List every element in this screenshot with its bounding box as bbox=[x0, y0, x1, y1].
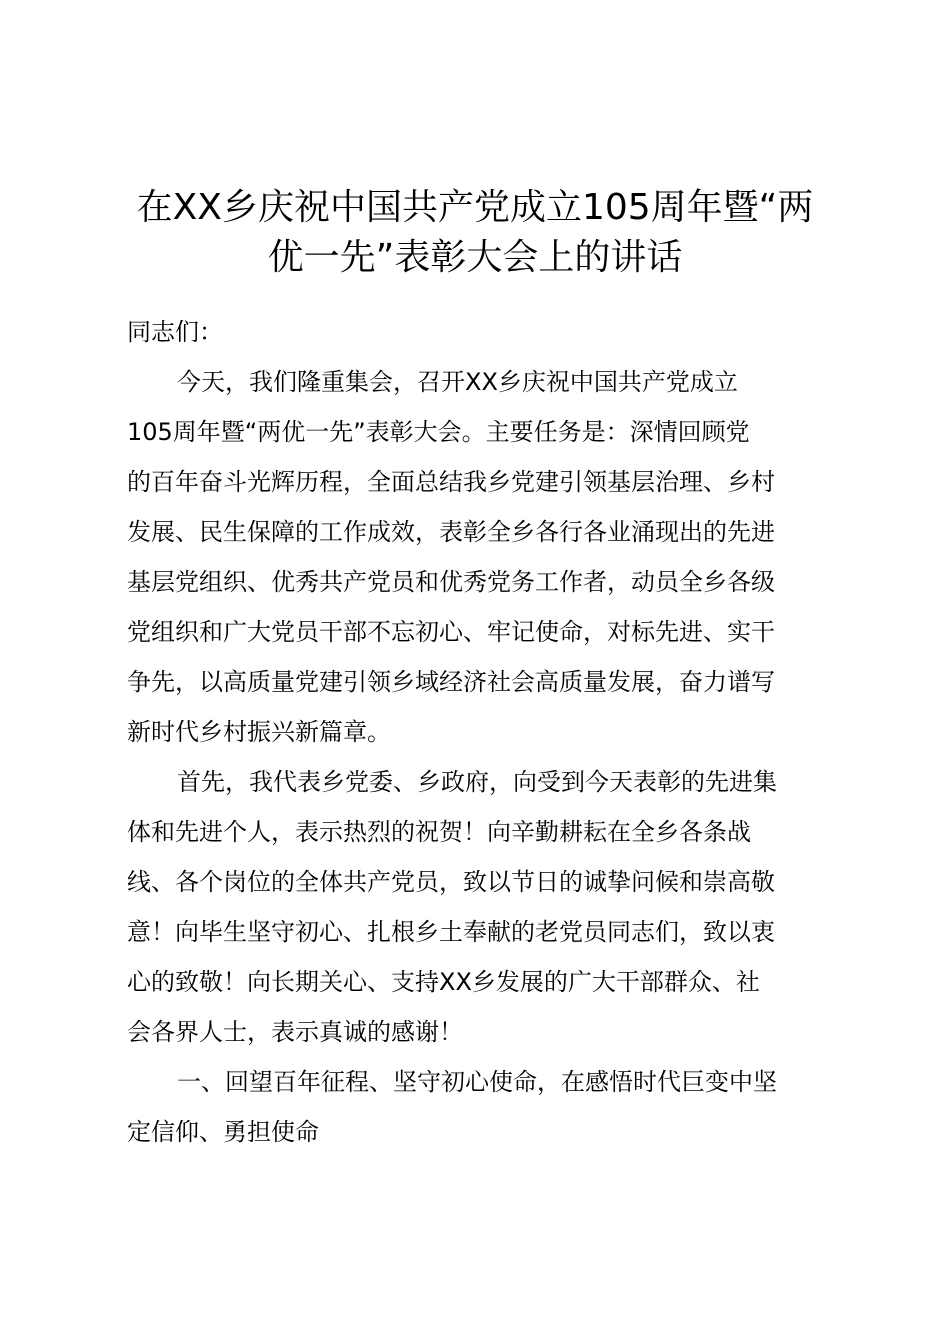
paragraph-line: 105周年暨“两优一先”表彰大会。主要任务是：深情回顾党 bbox=[127, 418, 750, 446]
section-heading-line: 一、回望百年征程、坚守初心使命，在感悟时代巨变中坚 bbox=[177, 1068, 777, 1096]
paragraph-line: 基层党组织、优秀共产党员和优秀党务工作者，动员全乡各级 bbox=[127, 568, 775, 596]
section-heading-1 bbox=[127, 1057, 837, 1157]
document-title bbox=[110, 183, 840, 283]
paragraph-line: 线、各个岗位的全体共产党员，致以节日的诚挚问候和崇高敬 bbox=[127, 868, 775, 896]
salutation: 同志们： bbox=[127, 318, 223, 346]
paragraph-line: 体和先进个人，表示热烈的祝贺！向辛勤耕耘在全乡各条战 bbox=[127, 818, 751, 846]
paragraph-line: 党组织和广大党员干部不忘初心、牢记使命，对标先进、实干 bbox=[127, 618, 775, 646]
paragraph-line: 今天，我们隆重集会，召开XX乡庆祝中国共产党成立 bbox=[177, 368, 738, 396]
title-line-1: 在XX乡庆祝中国共产党成立105周年暨“两 bbox=[136, 187, 814, 228]
paragraph-line: 意！向毕生坚守初心、扎根乡土奉献的老党员同志们，致以衷 bbox=[127, 918, 775, 946]
paragraph-line: 首先，我代表乡党委、乡政府，向受到今天表彰的先进集 bbox=[177, 768, 777, 796]
section-heading-line: 定信仰、勇担使命 bbox=[127, 1118, 319, 1146]
paragraph-line: 新时代乡村振兴新篇章。 bbox=[127, 718, 391, 746]
paragraph-2 bbox=[127, 757, 837, 1057]
paragraph-1 bbox=[127, 357, 837, 757]
paragraph-line: 争先，以高质量党建引领乡域经济社会高质量发展，奋力谱写 bbox=[127, 668, 775, 696]
paragraph-line: 发展、民生保障的工作成效，表彰全乡各行各业涌现出的先进 bbox=[127, 518, 775, 546]
paragraph-line: 的百年奋斗光辉历程，全面总结我乡党建引领基层治理、乡村 bbox=[127, 468, 775, 496]
paragraph-line: 会各界人士，表示真诚的感谢！ bbox=[127, 1018, 463, 1046]
paragraph-line: 心的致敬！向长期关心、支持XX乡发展的广大干部群众、社 bbox=[127, 968, 760, 996]
title-line-2: 优一先”表彰大会上的讲话 bbox=[267, 237, 683, 278]
